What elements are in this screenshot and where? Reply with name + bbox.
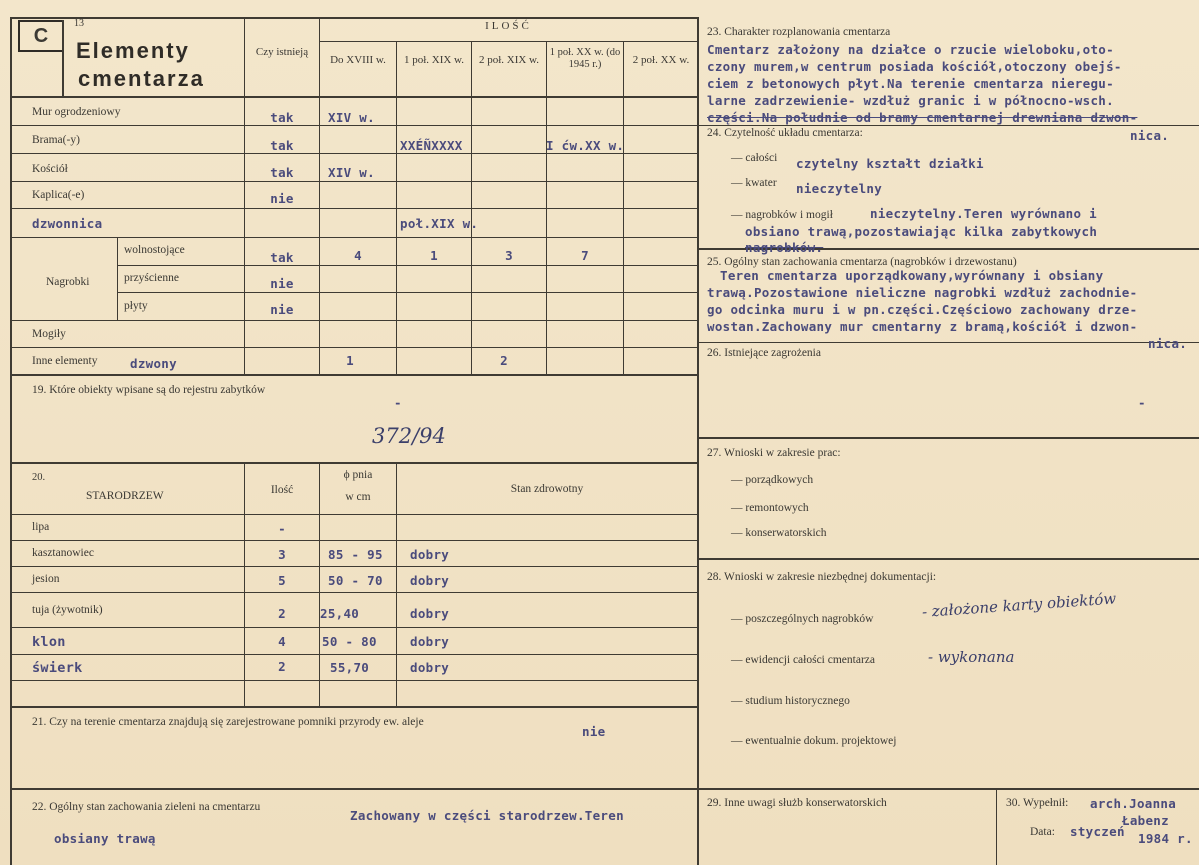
- gate-period-4: I ćw.XX w.: [546, 138, 625, 153]
- freestanding-period-2: 1: [430, 248, 438, 263]
- tree-diam: 50 - 70: [328, 573, 383, 588]
- grid-line: [10, 654, 698, 655]
- q22-value-line2: obsiany trawą: [54, 831, 156, 846]
- q19-label: 19. Które obiekty wpisane są do rejestru zabytków: [32, 384, 266, 396]
- q30-date-value-2: 1984 r.: [1138, 831, 1193, 846]
- grid-line: [319, 17, 320, 375]
- top-border: [10, 17, 698, 19]
- grid-line: [10, 706, 698, 708]
- col-header-period-1: Do XVIII w.: [330, 54, 386, 66]
- grid-line: [10, 320, 698, 321]
- q27-item-conservation: — konserwatorskich: [731, 527, 827, 539]
- wall-mounted-exists: nie: [270, 276, 294, 291]
- freestanding-period-3: 3: [505, 248, 513, 263]
- tree-state: dobry: [410, 547, 450, 562]
- tree-diam: 25,40: [320, 606, 360, 621]
- freestanding-exists: tak: [270, 250, 294, 265]
- q30-date-label: Data:: [1030, 826, 1055, 838]
- row-label-other: Inne elementy: [32, 355, 98, 367]
- tree-name: kasztanowiec: [32, 547, 94, 559]
- gate-exists: tak: [270, 138, 294, 153]
- grid-line: [10, 627, 698, 628]
- row-label-slabs: płyty: [124, 300, 148, 312]
- freestanding-period-4: 7: [581, 248, 589, 263]
- tree-name: tuja (żywotnik): [32, 604, 103, 616]
- q28-item-label: — ewidencji całości cmentarza: [731, 654, 875, 666]
- q28-item-label: — poszczególnych nagrobków: [731, 613, 874, 625]
- col-header-quantity: ILOŚĆ: [485, 20, 532, 32]
- q23-line: larne zadrzewienie- wzdłuż granic i w północno-wsch.: [707, 93, 1114, 108]
- grid-line: [10, 125, 698, 126]
- grid-line: [117, 265, 698, 266]
- q29-label: 29. Inne uwagi służb konserwatorskich: [707, 797, 887, 809]
- q24-graves-label: — nagrobków i mogił: [731, 209, 833, 221]
- grid-line: [697, 788, 1199, 790]
- q30-date-value-1: styczeń: [1070, 824, 1125, 839]
- tree-name: klon: [32, 634, 66, 650]
- grid-line: [697, 125, 1199, 126]
- grid-line: [10, 153, 698, 154]
- q30-label: 30. Wypełnił:: [1006, 797, 1069, 809]
- q25-line: nica.: [1148, 336, 1188, 351]
- grid-line: [396, 462, 397, 707]
- field-number: 13: [74, 18, 84, 29]
- grid-line: [10, 96, 698, 98]
- grid-line: [10, 680, 698, 681]
- q24-quarters-value: nieczytelny: [796, 181, 883, 196]
- q20-number: 20.: [32, 472, 46, 483]
- q24-graves-value-1: nieczytelny.Teren wyrównano i: [870, 206, 1097, 221]
- grid-line: [10, 374, 698, 376]
- grid-line: [10, 514, 698, 515]
- q23-line: czony murem,w centrum posiada kościół,otoczony obejś-: [707, 59, 1122, 74]
- q30-name-line1: arch.Joanna: [1090, 796, 1177, 811]
- tree-name: świerk: [32, 660, 83, 676]
- col-header-period-4: 1 poł. XX w. (do 1945 r.): [549, 47, 621, 71]
- grid-line: [10, 208, 698, 209]
- grid-line: [10, 462, 698, 464]
- q19-register-number: 372/94: [372, 424, 446, 448]
- section-title-line1: Elementy: [76, 38, 190, 63]
- grid-line: [10, 181, 698, 182]
- header-bar: [62, 20, 64, 96]
- col-header-period-3: 2 poł. XIX w.: [478, 54, 540, 66]
- q20-col-qty: Ilość: [270, 484, 294, 496]
- q27-item-cleanup: — porządkowych: [731, 474, 814, 486]
- grid-line: [10, 566, 698, 567]
- q30-name-line2: Łabenz: [1122, 813, 1169, 828]
- q20-col-health: Stan zdrowotny: [510, 483, 584, 495]
- q23-line: Cmentarz założony na działce o rzucie wieloboku,oto-: [707, 42, 1114, 57]
- tree-qty: 2: [278, 659, 286, 674]
- q23-label: 23. Charakter rozplanowania cmentarza: [707, 26, 891, 38]
- q23-line: ciem z betonowych płyt.Na terenie cmentarza nieregu-: [707, 76, 1114, 91]
- q25-label: 25. Ogólny stan zachowania cmentarza (nagrobków i drzewostanu): [707, 256, 1017, 268]
- grid-line: [10, 237, 698, 238]
- q20-col-diam-unit: w cm: [345, 491, 371, 503]
- tree-diam: 50 - 80: [322, 634, 377, 649]
- tree-diam: 85 - 95: [328, 547, 383, 562]
- center-divider: [697, 17, 699, 865]
- other-period-3: 2: [500, 353, 508, 368]
- wall-period-1: XIV w.: [328, 110, 375, 125]
- section-letter-box: [18, 20, 64, 52]
- grid-line: [10, 788, 698, 790]
- row-label-gate: Brama(-y): [32, 134, 80, 146]
- q28-item-label: — studium historycznego: [731, 695, 850, 707]
- q28-item-value: - wykonana: [928, 648, 1015, 666]
- section-letter: C: [33, 25, 49, 47]
- tree-qty: 4: [278, 634, 286, 649]
- tree-name: jesion: [32, 573, 60, 585]
- grid-line: [117, 238, 118, 320]
- belfry-period-2: poł.XIX w.: [400, 216, 479, 231]
- q25-line: Teren cmentarza uporządkowany,wyrównany i obsiany: [720, 268, 1104, 283]
- grid-line: [10, 540, 698, 541]
- q24-whole-label: — całości: [731, 152, 778, 164]
- tree-qty: 2: [278, 606, 286, 621]
- q21-value: nie: [582, 724, 606, 739]
- chapel-exists: nie: [270, 191, 294, 206]
- tree-qty: 3: [278, 547, 286, 562]
- q19-dash: -: [394, 395, 402, 410]
- tree-diam: 55,70: [330, 660, 370, 675]
- col-header-exists: Czy istnieją: [255, 46, 309, 58]
- q25-line: wostan.Zachowany mur cmentarny z bramą,kościół i dzwon-: [707, 319, 1138, 334]
- q22-value-line1: Zachowany w części starodrzew.Teren: [350, 808, 624, 823]
- q20-col-diam: ϕ pnia: [343, 469, 373, 481]
- left-border: [10, 17, 12, 865]
- grid-line: [319, 41, 697, 42]
- row-label-freestanding: wolnostojące: [124, 244, 185, 256]
- q24-graves-value-3: nagrobków.: [745, 240, 824, 255]
- wall-exists: tak: [270, 110, 294, 125]
- q25-line: go odcinka muru i w pn.części.Częściowo zachowany drze-: [707, 302, 1138, 317]
- church-exists: tak: [270, 165, 294, 180]
- grid-line: [697, 342, 1199, 343]
- q28-item-label: — ewentualnie dokum. projektowej: [731, 735, 897, 747]
- q27-label: 27. Wnioski w zakresie prac:: [707, 447, 841, 459]
- q25-line: trawą.Pozostawione nieliczne nagrobki wzdłuż zachodnie-: [707, 285, 1138, 300]
- q28-item-value: - założone karty obiektów: [921, 589, 1117, 621]
- tree-state: dobry: [410, 660, 450, 675]
- row-label-chapel: Kaplica(-e): [32, 189, 85, 201]
- tree-qty: 5: [278, 573, 286, 588]
- q20-title: STARODRZEW: [86, 490, 164, 502]
- q28-label: 28. Wnioski w zakresie niezbędnej dokumentacji:: [707, 571, 937, 583]
- q22-label: 22. Ogólny stan zachowania zieleni na cmentarzu: [32, 801, 261, 813]
- row-label-wall-mounted: przyścienne: [124, 272, 179, 284]
- q26-label: 26. Istniejące zagrożenia: [707, 347, 821, 359]
- q23-line: nica.: [1130, 128, 1170, 143]
- tree-state: dobry: [410, 573, 450, 588]
- tree-state: dobry: [410, 606, 450, 621]
- tree-name: lipa: [32, 521, 50, 533]
- q23-line: części.Na południe od bramy cmentarnej drewniana dzwon-: [707, 110, 1138, 125]
- q21-label: 21. Czy na terenie cmentarza znajdują się zarejestrowane pomniki przyrody ew. aleje: [32, 716, 424, 728]
- gate-period-2: XXÉÑXXXX: [400, 138, 463, 153]
- q24-graves-value-2: obsiano trawą,pozostawiając kilka zabytkowych: [745, 224, 1098, 239]
- q26-value: -: [1138, 395, 1146, 410]
- tree-state: dobry: [410, 634, 450, 649]
- other-period-1: 1: [346, 353, 354, 368]
- grid-line: [697, 558, 1199, 560]
- tree-qty: -: [278, 521, 286, 536]
- row-label-church: Kościół: [32, 163, 68, 175]
- slabs-exists: nie: [270, 302, 294, 317]
- q24-whole-value: czytelny kształt działki: [796, 156, 984, 171]
- row-label-belfry: dzwonnica: [32, 216, 103, 231]
- row-label-gravestones: Nagrobki: [46, 276, 90, 288]
- col-header-period-5: 2 poł. XX w.: [632, 54, 690, 66]
- q27-item-repairs: — remontowych: [731, 502, 809, 514]
- grid-line: [996, 788, 997, 865]
- q24-quarters-label: — kwater: [731, 177, 777, 189]
- grid-line: [117, 292, 698, 293]
- col-header-period-2: 1 poł. XIX w.: [403, 54, 465, 66]
- freestanding-period-1: 4: [354, 248, 362, 263]
- other-value: dzwony: [130, 356, 177, 371]
- grid-line: [10, 592, 698, 593]
- church-period-1: XIV w.: [328, 165, 375, 180]
- row-label-wall: Mur ogrodzeniowy: [32, 106, 121, 118]
- row-label-graves: Mogiły: [32, 328, 66, 340]
- grid-line: [697, 437, 1199, 439]
- section-title-line2: cmentarza: [78, 66, 205, 91]
- grid-line: [10, 347, 698, 348]
- q24-label: 24. Czytelność układu cmentarza:: [707, 127, 863, 139]
